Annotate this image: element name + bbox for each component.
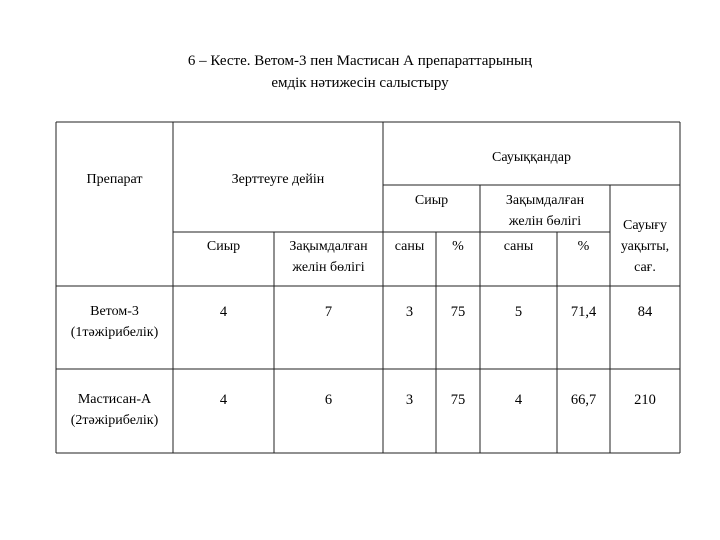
row-2-name-line-1: Мастисан-А bbox=[77, 392, 152, 407]
header-count-2: саны bbox=[503, 239, 534, 254]
row-1-recovered-count: 3 bbox=[405, 304, 414, 320]
header-recovered: Сауыққандар bbox=[492, 150, 571, 165]
table-caption-line-1: 6 – Кесте. Ветом-3 пен Мастисан А препараттарының bbox=[187, 53, 533, 69]
table-caption-line-2: емдік нәтижесін салыстыру bbox=[271, 75, 449, 91]
header-recovered-cow: Сиыр bbox=[414, 193, 449, 208]
header-recovered-affected-line-1: Зақымдалған bbox=[505, 193, 585, 208]
row-2-time: 210 bbox=[634, 392, 656, 408]
row-2-cows: 4 bbox=[219, 392, 228, 408]
row-1-affected-percent: 71,4 bbox=[570, 304, 597, 320]
row-1-name-line-1: Ветом-3 bbox=[90, 304, 139, 319]
row-1-affected: 7 bbox=[324, 304, 333, 320]
row-2-name-line-2: (2тәжірибелік) bbox=[70, 413, 159, 428]
row-1-recovered-percent: 75 bbox=[450, 304, 466, 320]
header-percent-2: % bbox=[577, 239, 590, 254]
header-before-study: Зерттеуге дейін bbox=[231, 172, 325, 187]
header-time-line-2: уақыты, bbox=[620, 239, 670, 254]
header-count: саны bbox=[394, 239, 425, 254]
row-2-affected-count: 4 bbox=[514, 392, 523, 408]
header-preparat: Препарат bbox=[86, 172, 143, 187]
header-time-line-1: Сауығу bbox=[623, 218, 667, 233]
row-1-affected-count: 5 bbox=[514, 304, 523, 320]
row-1-time: 84 bbox=[637, 304, 653, 320]
row-1-name-line-2: (1тәжірибелік) bbox=[70, 325, 159, 340]
row-2-affected-percent: 66,7 bbox=[570, 392, 597, 408]
header-affected-line-1: Зақымдалған bbox=[289, 239, 368, 254]
row-1-cows: 4 bbox=[219, 304, 228, 320]
header-time-line-3: сағ. bbox=[634, 260, 656, 275]
header-percent: % bbox=[452, 239, 464, 254]
header-recovered-affected-line-2: желін бөлігі bbox=[508, 214, 582, 229]
header-cow: Сиыр bbox=[206, 239, 241, 254]
row-2-recovered-percent: 75 bbox=[450, 392, 466, 408]
row-2-recovered-count: 3 bbox=[405, 392, 414, 408]
row-2-affected: 6 bbox=[324, 392, 333, 408]
header-affected-line-2: желін бөлігі bbox=[292, 260, 365, 275]
